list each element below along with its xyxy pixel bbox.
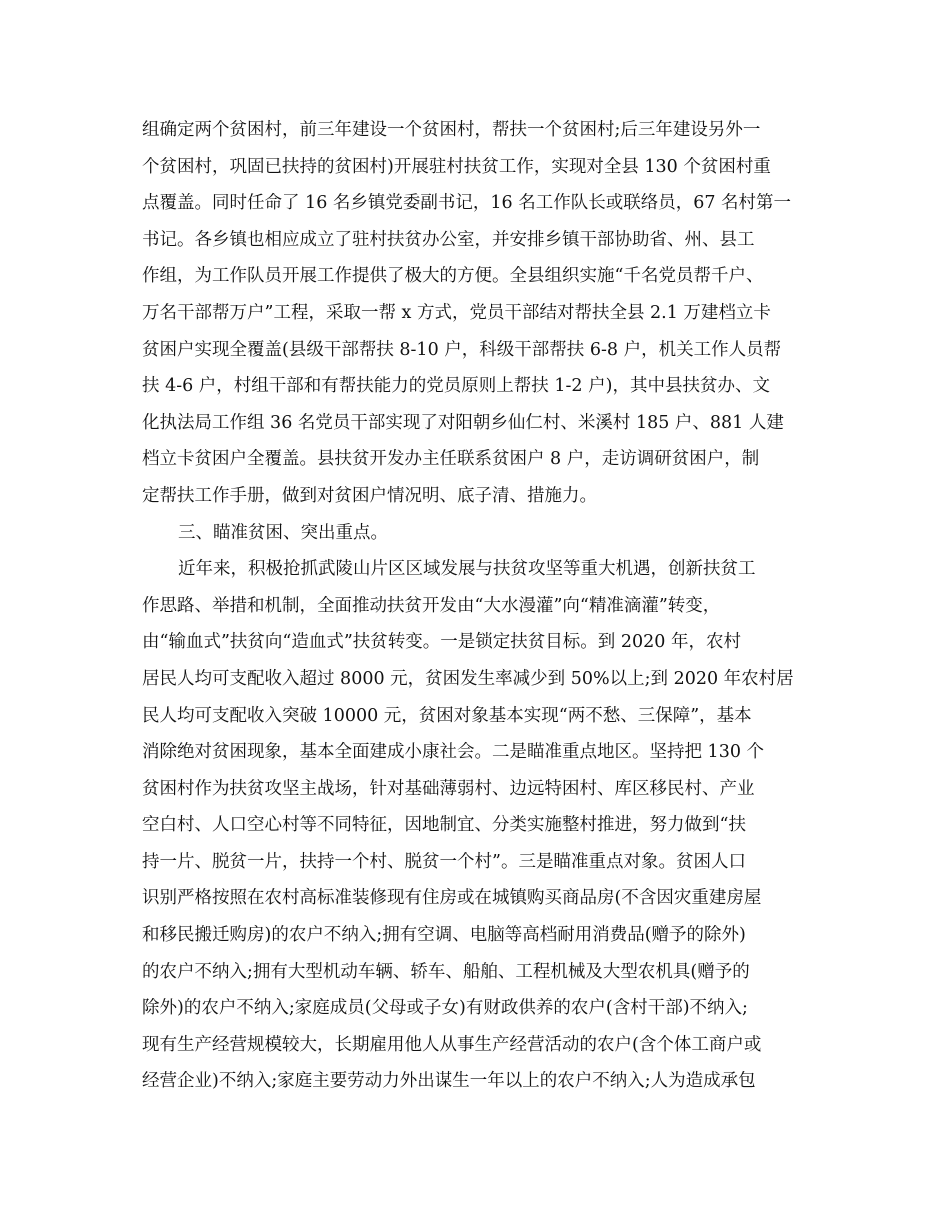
text-line: 由“输血式”扶贫向“造血式”扶贫转变。一是锁定扶贫目标。到 2020 年，农村 xyxy=(142,632,741,653)
text-line: 居民人均可支配收入超过 8000 元，贫困发生率减少到 50%以上;到 2020 年农村居 xyxy=(142,668,794,689)
text-line: 贫困户实现全覆盖(县级干部帮扶 8-10 户，科级干部帮扶 6-8 户，机关工作人员帮 xyxy=(142,339,782,360)
text-line: 化执法局工作组 36 名党员干部实现了对阳朝乡仙仁村、米溪村 185 户、881 人建 xyxy=(142,412,784,433)
text-line: 持一片、脱贫一片，扶持一个村、脱贫一个村”。三是瞄准重点对象。贫困人口 xyxy=(142,851,746,872)
text-line: 空白村、人口空心村等不同特征，因地制宜、分类实施整村推进，努力做到“扶 xyxy=(142,815,746,836)
text-line: 识别严格按照在农村高标准装修现有住房或在城镇购买商品房(不含因灾重建房屋 xyxy=(142,888,762,909)
text-line: 点覆盖。同时任命了 16 名乡镇党委副书记，16 名工作队长或联络员，67 名村第一 xyxy=(142,193,792,214)
text-line: 现有生产经营规模较大，长期雇用他人从事生产经营活动的农户(含个体工商户或 xyxy=(142,1034,762,1055)
text-line: 贫困村作为扶贫攻坚主战场，针对基础薄弱村、边远特困村、库区移民村、产业 xyxy=(142,778,755,799)
text-line: 三、瞄准贫困、突出重点。 xyxy=(178,522,388,543)
text-line: 除外)的农户不纳入;家庭成员(父母或子女)有财政供养的农户(含村干部)不纳入; xyxy=(142,998,748,1019)
text-line: 个贫困村，巩固已扶持的贫困村)开展驻村扶贫工作，实现对全县 130 个贫困村重 xyxy=(142,156,771,177)
text-line: 的农户不纳入;拥有大型机动车辆、轿车、船舶、工程机械及大型农机具(赠予的 xyxy=(142,961,750,982)
text-line: 民人均可支配收入突破 10000 元，贫困对象基本实现“两不愁、三保障”，基本 xyxy=(142,705,752,726)
text-line: 近年来，积极抢抓武陵山片区区域发展与扶贫攻坚等重大机遇，创新扶贫工 xyxy=(178,559,756,580)
text-line: 档立卡贫困户全覆盖。县扶贫开发办主任联系贫困户 8 户，走访调研贫困户，制 xyxy=(142,449,760,470)
text-line: 书记。各乡镇也相应成立了驻村扶贫办公室，并安排乡镇干部协助省、州、县工 xyxy=(142,229,755,250)
text-line: 消除绝对贫困现象，基本全面建成小康社会。二是瞄准重点地区。坚持把 130 个 xyxy=(142,742,765,763)
text-line: 和移民搬迁购房)的农户不纳入;拥有空调、电脑等高档耐用消费品(赠予的除外) xyxy=(142,925,746,946)
text-line: 组确定两个贫困村，前三年建设一个贫困村，帮扶一个贫困村;后三年建设另外一 xyxy=(142,120,761,140)
text-line: 定帮扶工作手册，做到对贫困户情况明、底子清、措施力。 xyxy=(142,485,597,506)
text-line: 万名干部帮万户”工程，采取一帮 x 方式，党员干部结对帮扶全县 2.1 万建档立卡 xyxy=(142,302,771,323)
document-body xyxy=(142,112,810,1100)
text-line: 作组，为工作队员开展工作提供了极大的方便。全县组织实施“千名党员帮千户、 xyxy=(142,266,764,287)
text-line: 扶 4-6 户，村组干部和有帮扶能力的党员原则上帮扶 1-2 户)，其中县扶贫办、文 xyxy=(142,376,770,397)
text-line: 作思路、举措和机制，全面推动扶贫开发由“大水漫灌”向“精准滴灌”转变， xyxy=(142,595,721,616)
text-line: 经营企业)不纳入;家庭主要劳动力外出谋生一年以上的农户不纳入;人为造成承包 xyxy=(142,1071,756,1092)
